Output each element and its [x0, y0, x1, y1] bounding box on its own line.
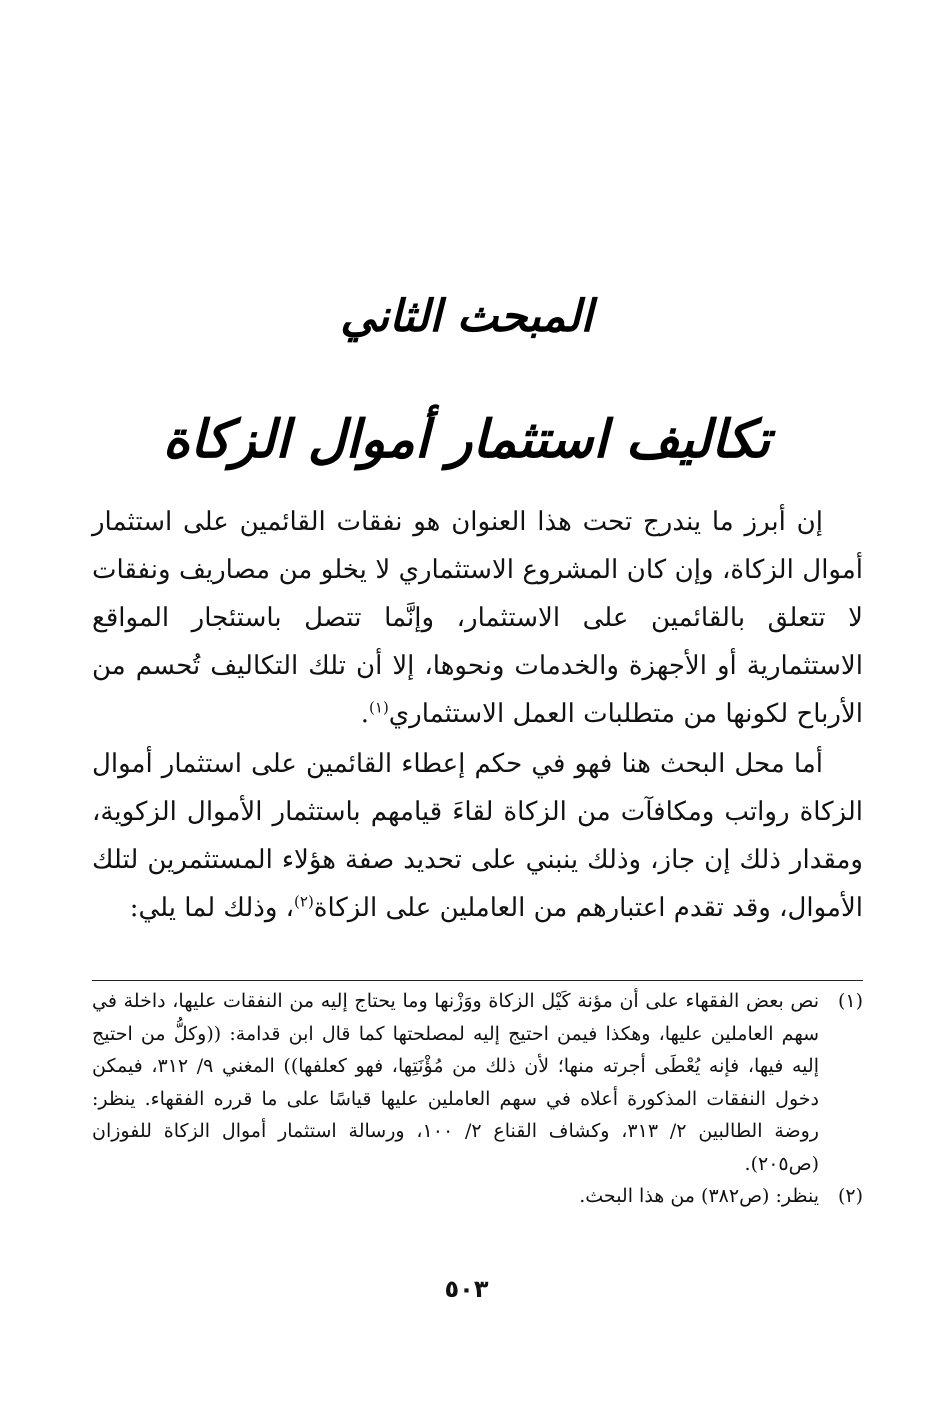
- footnote-1-marker: (١): [837, 990, 863, 1012]
- footnote-ref-1[interactable]: (١): [369, 698, 389, 717]
- footnote-2-text: ينظر: (ص٣٨٢) من هذا البحث.: [579, 1185, 819, 1207]
- footnote-1: [92, 985, 863, 1180]
- footnote-2-marker: (٢): [837, 1185, 863, 1207]
- body-paragraph-2: [92, 740, 863, 932]
- section-title: المبحث الثاني: [340, 291, 593, 342]
- paragraph-2-tail: ، وذلك لما يلي:: [129, 893, 295, 923]
- paragraph-1-text: إن أبرز ما يندرج تحت هذا العنوان هو نفقات القائمين على استثمار أموال الزكاة، وإن كان المشروع الاستثماري لا يخلو من مصاريف ونفقات لا تتعلق بالقائمين على الاستثمار، وإنَّما تتصل باستئجار المواقع الاستثمارية أو الأجهزة والخدمات ونحوها، إلا أن تلك التكاليف تُحسم من الأرباح لكونها من متطلبات العمل الاستثماري: [92, 507, 863, 729]
- paragraph-1-tail: .: [360, 699, 370, 729]
- footnote-divider: [92, 980, 863, 981]
- footnote-2: [92, 1180, 863, 1213]
- body-paragraph-1: [92, 498, 863, 738]
- page-number: ٥٠٣: [444, 1275, 489, 1303]
- footnote-1-text: نص بعض الفقهاء على أن مؤنة كَيْل الزكاة ووَزْنها وما يحتاج إليه من النفقات عليها، داخلة في سهم العاملين عليها، وهكذا فيمن احتيج إليه لمصلحتها كما قال ابن قدامة: ((وكلُّ من احتيج إليه فيها، فإنه يُعْطَى أجرته منها؛ لأن ذلك من مُؤْنَتِها، فهو كعلفها)) المغني ٩/ ٣١٢، فيمكن دخول النفقات المذكورة أعلاه في سهم العاملين عليها قياسًا على ما قرره الفقهاء. ينظر: روضة الطالبين ٢/ ٣١٣، وكشاف القناع ٢/ ١٠٠، ورسالة استثمار أموال الزكاة للفوزان (ص٢٠٥).: [92, 990, 819, 1175]
- footnote-ref-2[interactable]: (٢): [294, 892, 314, 911]
- section-subtitle: تكاليف استثمار أموال الزكاة: [162, 410, 771, 470]
- paragraph-2-text: أما محل البحث هنا فهو في حكم إعطاء القائمين على استثمار أموال الزكاة رواتب ومكافآت من الزكاة لقاءَ قيامهم باستثمار الأموال الزكوية، ومقدار ذلك إن جاز، وذلك ينبني على تحديد صفة هؤلاء المستثمرين لتلك الأموال، وقد تقدم اعتبارهم من العاملين على الزكاة: [92, 749, 863, 923]
- footnotes-section: [92, 985, 863, 1213]
